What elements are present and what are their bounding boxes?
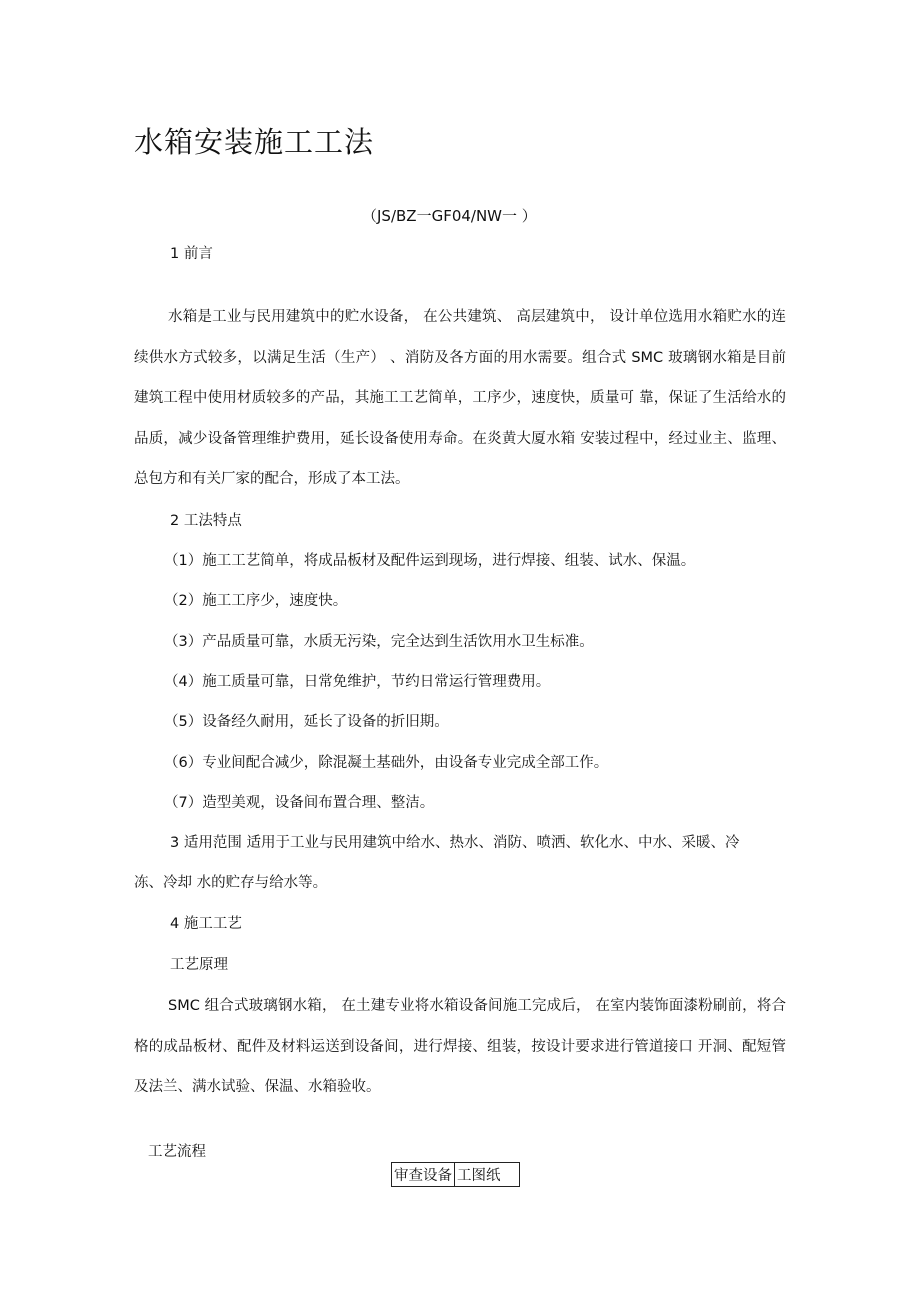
flow-cell-drawings: 工图纸	[455, 1163, 520, 1187]
feature-item-2: （2）施工工序少，速度快。	[164, 593, 348, 609]
process-flow-table	[391, 1162, 520, 1187]
section-4-subheading-flow: 工艺流程	[148, 1144, 206, 1160]
section-3-line-1: 3 适用范围 适用于工业与民用建筑中给水、热水、消防、喷洒、软化水、中水、采暖、冷	[170, 835, 740, 851]
feature-item-1: （1）施工工艺简单，将成品板材及配件运到现场，进行焊接、组装、试水、保温。	[164, 553, 696, 569]
section-4-subheading-principle: 工艺原理	[170, 957, 228, 973]
table-row	[392, 1163, 520, 1187]
feature-item-5: （5）设备经久耐用，延长了设备的折旧期。	[164, 714, 449, 730]
document-code: （JS/BZ一GF04/NW一 ）	[362, 207, 537, 225]
feature-item-7: （7）造型美观，设备间布置合理、整洁。	[164, 795, 435, 811]
section-1-paragraph: 水箱是工业与民用建筑中的贮水设备， 在公共建筑、 高层建筑中， 设计单位选用水箱贮水的连续供水方式较多，以满足生活（生产） 、消防及各方面的用水需要。组合式 SMC 玻璃钢水箱是目前建筑工程中使用材质较多的产品，其施工工艺简单，工序少，速度快，质量可 靠，保证了生活给水的品质，减少设备管理维护费用，延长设备使用寿命。在炎黄大厦水箱 安装过程中，经过业主、监理、总包方和有关厂家的配合，形成了本工法。	[134, 309, 786, 487]
feature-item-3: （3）产品质量可靠，水质无污染，完全达到生活饮用水卫生标准。	[164, 634, 594, 650]
section-4-paragraph: SMC 组合式玻璃钢水箱， 在土建专业将水箱设备间施工完成后， 在室内装饰面漆粉刷前，将合格的成品板材、配件及材料运送到设备间，进行焊接、组装，按设计要求进行管道接口 开洞、配短管及法兰、满水试验、保温、水箱验收。	[134, 998, 786, 1095]
feature-item-4: （4）施工质量可靠，日常免维护，节约日常运行管理费用。	[164, 674, 551, 690]
feature-item-6: （6）专业间配合减少，除混凝土基础外，由设备专业完成全部工作。	[164, 755, 609, 771]
section-3-line-2: 冻、冷却 水的贮存与给水等。	[134, 875, 328, 891]
section-1-heading: 1 前言	[170, 246, 213, 262]
section-2-heading: 2 工法特点	[170, 513, 242, 529]
document-title: 水箱安装施工工法	[134, 125, 375, 159]
flow-cell-review: 审查设备	[392, 1163, 455, 1187]
section-4-heading: 4 施工工艺	[170, 916, 242, 932]
